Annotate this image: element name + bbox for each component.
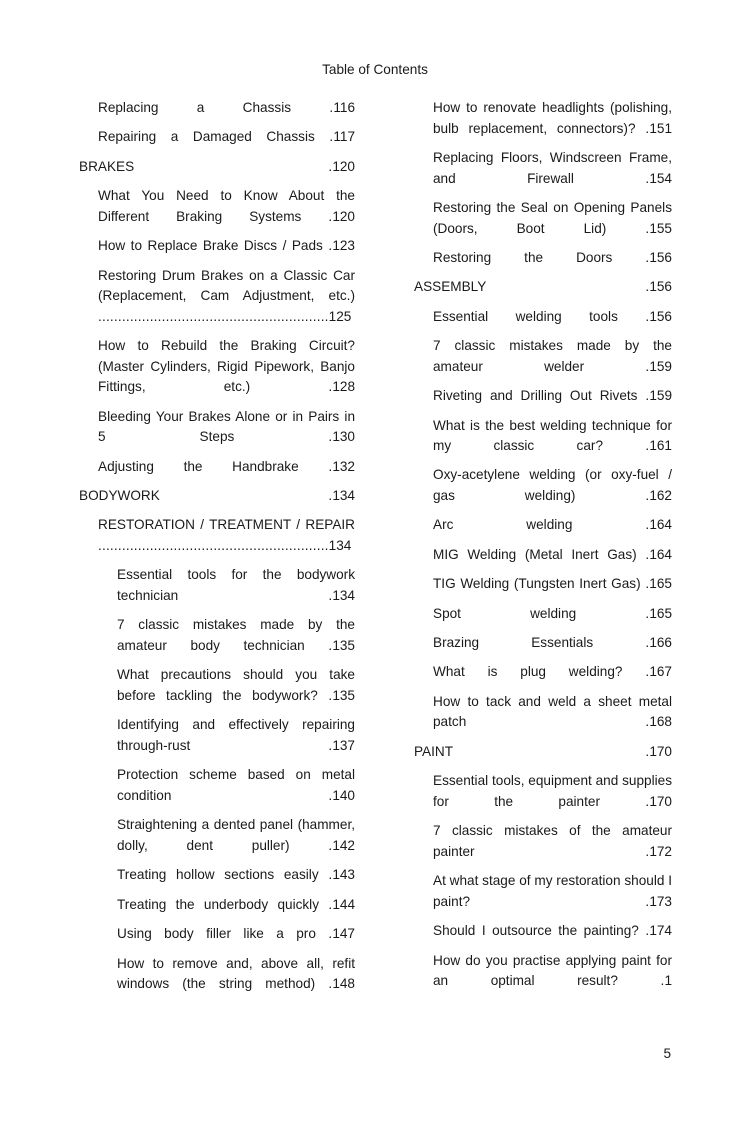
dot-leader: . <box>645 517 650 533</box>
toc-entry-title: Using body filler like a pro <box>117 926 316 942</box>
dot-leader: . <box>645 488 650 504</box>
toc-entry[interactable] <box>117 565 355 606</box>
toc-entry-title: Treating hollow sections easily <box>117 867 319 883</box>
dot-leader: . <box>645 743 650 759</box>
toc-entry-page: 162 <box>649 488 672 504</box>
toc-entry[interactable] <box>98 336 355 398</box>
toc-entry-title: Arc welding <box>433 517 573 533</box>
toc-entry-page: 147 <box>332 926 355 942</box>
toc-entry[interactable] <box>117 615 355 656</box>
dot-leader: . <box>328 379 333 395</box>
toc-entry[interactable] <box>98 98 355 119</box>
dot-leader: . <box>328 738 333 753</box>
dot-leader: . <box>328 588 333 604</box>
toc-entry[interactable] <box>433 545 672 566</box>
toc-entry[interactable] <box>79 157 355 178</box>
toc-entry-page: 165 <box>649 605 673 621</box>
dot-leader: . <box>328 896 333 912</box>
dot-leader: . <box>660 973 665 989</box>
toc-entry-page: 156 <box>649 279 672 295</box>
toc-entry[interactable] <box>433 515 672 536</box>
dot-leader: . <box>645 546 650 562</box>
dot-leader: . <box>328 488 333 504</box>
toc-entry-page: 134 <box>332 588 355 604</box>
toc-entry-page: 120 <box>332 208 355 224</box>
toc-entry[interactable] <box>433 336 672 377</box>
toc-entry-page: 143 <box>332 867 355 883</box>
dot-leader: . <box>645 170 650 186</box>
dot-leader: . <box>328 208 333 224</box>
dot-leader: . <box>328 238 333 254</box>
toc-entry[interactable] <box>414 277 672 298</box>
toc-entry-page: 170 <box>649 743 672 759</box>
toc-entry-page: 156 <box>649 249 672 265</box>
toc-entry[interactable] <box>117 765 355 806</box>
toc-entry-title: What is plug welding? <box>433 664 623 680</box>
dot-leader: . <box>328 158 333 174</box>
toc-entry-title: Spot welding <box>433 605 577 621</box>
toc-entry-page: 151 <box>649 120 673 136</box>
toc-entry[interactable] <box>433 604 672 625</box>
toc-entry-title: How do you practise applying paint for an optimal result? <box>433 952 672 989</box>
toc-entry-title: 7 classic mistakes made by the amateur welder <box>433 338 672 374</box>
toc-entry[interactable] <box>433 198 672 239</box>
toc-entry-title: BRAKES <box>79 158 135 174</box>
toc-entry[interactable] <box>433 248 672 269</box>
toc-entry-page: 148 <box>332 976 355 992</box>
toc-entry-title: How to tack and weld a sheet metal patch <box>433 693 672 730</box>
toc-entry-title: Restoring the Doors <box>433 249 613 265</box>
dot-leader: . <box>645 893 650 909</box>
toc-entry-page: 130 <box>332 429 355 445</box>
dot-leader: . <box>645 635 650 651</box>
dot-leader: . <box>645 843 650 859</box>
toc-entry-page: 166 <box>649 635 672 651</box>
toc-entry-title: Repairing a Damaged Chassis <box>98 129 315 145</box>
toc-entry[interactable] <box>98 457 355 478</box>
page-number: 5 <box>663 1046 671 1061</box>
toc-entry-page: 161 <box>649 438 672 454</box>
toc-entry-title: How to Rebuild the Braking Circuit? (Master Cylinders, Rigid Pipework, Banjo Fittings, etc.) <box>98 338 355 395</box>
toc-entry[interactable] <box>433 307 672 328</box>
toc-entry[interactable] <box>433 692 672 733</box>
dot-leader: . <box>329 129 334 145</box>
dot-leader: . <box>645 220 650 236</box>
toc-entry[interactable] <box>433 821 672 862</box>
toc-entry-page: 144 <box>332 896 356 912</box>
toc-entry[interactable] <box>433 574 672 595</box>
dot-leader: .......................................................... <box>98 538 329 554</box>
toc-entry-page: 155 <box>649 220 672 236</box>
toc-entry-page: 168 <box>649 714 672 730</box>
toc-entry-title: TIG Welding (Tungsten Inert Gas) <box>433 576 641 592</box>
toc-entry-page: 123 <box>332 238 355 254</box>
toc-entry[interactable] <box>433 871 672 912</box>
toc-entry-page: 159 <box>649 388 673 404</box>
toc-entry-page: 137 <box>332 738 355 753</box>
toc-entry-page: 134 <box>332 488 355 504</box>
toc-entry-page: 132 <box>332 458 355 474</box>
toc-entry-title: Essential tools, equipment and supplies for the painter <box>433 773 672 809</box>
toc-entry-page: 135 <box>332 638 355 654</box>
toc-entry[interactable] <box>98 127 355 148</box>
toc-entry-title: Should I outsource the painting? <box>433 923 639 939</box>
dot-leader: . <box>645 793 650 809</box>
toc-entry-title: MIG Welding (Metal Inert Gas) <box>433 546 637 562</box>
toc-entry[interactable] <box>98 236 355 257</box>
toc-entry[interactable] <box>79 486 355 507</box>
toc-entry-page: 1 <box>664 973 673 989</box>
toc-entry[interactable] <box>433 662 672 683</box>
toc-left-column <box>79 98 355 1004</box>
toc-entry[interactable] <box>433 951 672 992</box>
toc-entry[interactable] <box>117 895 355 916</box>
toc-entry[interactable] <box>117 865 355 886</box>
dot-leader: . <box>328 837 333 853</box>
toc-entry[interactable] <box>433 921 672 942</box>
dot-leader: . <box>645 249 650 265</box>
dot-leader: . <box>645 279 650 295</box>
toc-right-column <box>414 98 672 1001</box>
toc-entry-title: What is the best welding technique for my classic car? <box>433 417 672 454</box>
toc-entry-page: 164 <box>649 546 672 562</box>
dot-leader: . <box>645 605 650 621</box>
toc-entry-page: 165 <box>649 576 672 592</box>
toc-entry-page: 128 <box>332 379 356 395</box>
toc-entry-title: Treating the underbody quickly <box>117 896 320 912</box>
toc-entry-title: Replacing a Chassis <box>98 100 292 115</box>
dot-leader: . <box>328 787 333 803</box>
toc-entry-title: 7 classic mistakes made by the amateur body technician <box>117 617 355 654</box>
toc-entry-page: 154 <box>649 170 672 186</box>
toc-entry-page: 142 <box>332 837 355 853</box>
dot-leader: . <box>329 100 334 115</box>
toc-entry-page: 164 <box>649 517 672 533</box>
toc-entry-title: At what stage of my restoration should I paint? <box>433 873 672 909</box>
toc-entry[interactable] <box>433 416 672 457</box>
toc-entry-title: How to remove and, above all, refit windows (the string method) <box>117 955 355 992</box>
toc-entry[interactable] <box>117 665 355 706</box>
toc-entry-title: Identifying and effectively repairing through-rust <box>117 717 355 753</box>
toc-entry-title: Restoring the Seal on Opening Panels (Doors, Boot Lid) <box>433 199 672 236</box>
toc-entry-page: 173 <box>649 893 672 909</box>
dot-leader: . <box>328 458 333 474</box>
dot-leader: . <box>328 638 333 654</box>
toc-entry[interactable] <box>433 771 672 812</box>
toc-entry-title: Bleeding Your Brakes Alone or in Pairs in 5 Steps <box>98 408 355 445</box>
page-header: Table of Contents <box>322 62 428 77</box>
dot-leader: . <box>645 714 650 730</box>
toc-entry-title: Brazing Essentials <box>433 635 594 651</box>
toc-entry-title: What precautions should you take before tackling the bodywork? <box>117 667 355 704</box>
toc-entry[interactable] <box>414 742 672 763</box>
dot-leader: . <box>645 923 650 939</box>
toc-entry[interactable] <box>98 515 355 556</box>
toc-entry-title: Oxy-acetylene welding (or oxy-fuel / gas welding) <box>433 467 672 504</box>
dot-leader: . <box>328 976 333 992</box>
toc-entry-page: 167 <box>649 664 672 680</box>
toc-entry-title: How to renovate headlights (polishing, bulb replacement, connectors)? <box>433 100 672 136</box>
toc-entry-page: 174 <box>649 923 672 939</box>
dot-leader: . <box>645 576 650 592</box>
toc-entry[interactable] <box>117 954 355 995</box>
toc-entry-page: 120 <box>332 158 355 174</box>
toc-entry-page: 116 <box>333 100 355 115</box>
toc-entry-page: 159 <box>649 358 672 374</box>
toc-entry-page: 156 <box>649 308 672 324</box>
toc-entry[interactable] <box>433 386 672 407</box>
toc-entry-title: 7 classic mistakes of the amateur painter <box>433 823 672 859</box>
toc-entry-title: Restoring Drum Brakes on a Classic Car (Replacement, Cam Adjustment, etc.) <box>98 267 355 304</box>
dot-leader: . <box>645 120 650 136</box>
toc-entry-page: 125 <box>328 308 352 324</box>
dot-leader: . <box>645 438 650 454</box>
dot-leader: .......................................................... <box>98 308 329 324</box>
toc-entry[interactable] <box>98 266 355 328</box>
toc-entry[interactable] <box>433 98 672 139</box>
dot-leader: . <box>328 688 333 704</box>
toc-entry[interactable] <box>117 815 355 856</box>
dot-leader: . <box>645 358 650 374</box>
dot-leader: . <box>645 664 650 680</box>
toc-entry[interactable] <box>117 924 355 945</box>
dot-leader: . <box>328 926 333 942</box>
toc-entry-page: 140 <box>332 787 355 803</box>
toc-entry-title: RESTORATION / TREATMENT / REPAIR <box>98 517 355 533</box>
toc-entry-title: BODYWORK <box>79 488 160 504</box>
toc-entry[interactable] <box>433 465 672 506</box>
toc-entry-page: 135 <box>332 688 355 704</box>
toc-entry[interactable] <box>98 407 355 448</box>
toc-entry-title: Replacing Floors, Windscreen Frame, and Firewall <box>433 149 672 186</box>
dot-leader: . <box>328 429 333 445</box>
toc-entry-title: Protection scheme based on metal condition <box>117 767 355 803</box>
toc-entry-title: PAINT <box>414 743 453 759</box>
dot-leader: . <box>645 388 650 404</box>
toc-entry-page: 172 <box>649 843 672 859</box>
toc-entry-title: Adjusting the Handbrake <box>98 458 299 474</box>
toc-entry-title: Essential tools for the bodywork technician <box>117 567 355 604</box>
toc-entry-title: Straightening a dented panel (hammer, dolly, dent puller) <box>117 817 355 853</box>
toc-entry-title: What You Need to Know About the Different Braking Systems <box>98 188 355 224</box>
dot-leader: . <box>328 867 333 883</box>
toc-entry[interactable] <box>117 715 355 756</box>
toc-entry[interactable] <box>433 148 672 189</box>
toc-entry-page: 117 <box>333 129 355 145</box>
toc-entry[interactable] <box>433 633 672 654</box>
dot-leader: . <box>645 308 650 324</box>
toc-entry-page: 134 <box>328 538 352 554</box>
toc-entry[interactable] <box>98 186 355 227</box>
toc-entry-title: ASSEMBLY <box>414 279 487 295</box>
toc-entry-title: How to Replace Brake Discs / Pads <box>98 238 323 254</box>
toc-entry-page: 170 <box>649 793 672 809</box>
toc-entry-title: Riveting and Drilling Out Rivets <box>433 388 638 404</box>
toc-entry-title: Essential welding tools <box>433 308 618 324</box>
